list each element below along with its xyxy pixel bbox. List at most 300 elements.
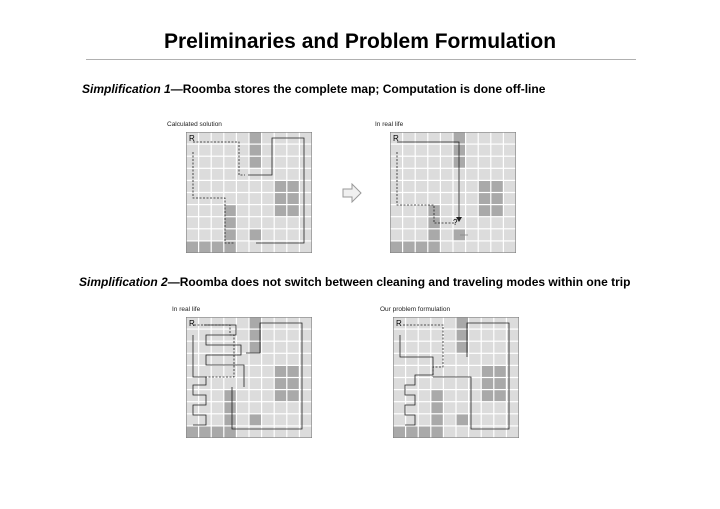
grid-cell (482, 414, 493, 425)
grid-cell (479, 157, 490, 168)
grid-cell (494, 402, 505, 413)
grid-cell (275, 402, 286, 413)
grid-cell (444, 330, 455, 341)
grid-cell (491, 157, 502, 168)
grid-cell (199, 402, 210, 413)
obstacle-cell (212, 427, 223, 438)
grid-cell (237, 390, 248, 401)
obstacle-cell (275, 390, 286, 401)
grid-cell (275, 145, 286, 156)
grid-cell (262, 414, 273, 425)
grid-cell (441, 157, 452, 168)
grid-cell (237, 181, 248, 192)
grid-cell (300, 169, 311, 180)
obstacle-cell (275, 193, 286, 204)
grid-cell (187, 193, 198, 204)
grid-cell (391, 145, 402, 156)
grid-cell (187, 169, 198, 180)
grid-cell (482, 354, 493, 365)
grid-cell (466, 193, 477, 204)
grid-cell (406, 318, 417, 329)
grid-cell (466, 205, 477, 216)
grid-cell (262, 427, 273, 438)
obstacle-cell (431, 414, 442, 425)
grid-cell (431, 330, 442, 341)
grid-cell (212, 342, 223, 353)
robot-marker: R (189, 134, 195, 143)
grid-cell (441, 181, 452, 192)
grid-cell (504, 157, 515, 168)
simplification-1-heading (82, 82, 545, 96)
grid-cell (300, 157, 311, 168)
grid-cell (406, 378, 417, 389)
obstacle-cell (494, 378, 505, 389)
obstacle-cell (224, 402, 235, 413)
grid-cell (419, 414, 430, 425)
grid-cell (187, 414, 198, 425)
grid-cell (237, 402, 248, 413)
obstacle-cell (199, 242, 210, 253)
grid-cell (250, 169, 261, 180)
grid-cell (237, 330, 248, 341)
obstacle-cell (275, 366, 286, 377)
simplification-2-label: Simplification 2 (79, 275, 168, 289)
grid-cell (419, 342, 430, 353)
grid-cell (406, 414, 417, 425)
obstacle-cell (250, 318, 261, 329)
grid-cell (457, 390, 468, 401)
grid-cell (431, 342, 442, 353)
grid-cell (237, 242, 248, 253)
robot-marker: R (393, 134, 399, 143)
grid-cell (275, 157, 286, 168)
grid-cell (441, 229, 452, 240)
grid-cell (479, 169, 490, 180)
slide-title: Preliminaries and Problem Formulation (163, 30, 557, 53)
grid-cell (441, 242, 452, 253)
grid-cell (287, 145, 298, 156)
grid-cell (187, 217, 198, 228)
grid-cell (482, 427, 493, 438)
grid-cell (406, 330, 417, 341)
grid-cell (199, 390, 210, 401)
obstacle-cell (250, 342, 261, 353)
grid-cell (262, 229, 273, 240)
grid-cell (394, 354, 405, 365)
obstacle-cell (187, 242, 198, 253)
grid-cell (391, 181, 402, 192)
grid-cell (199, 354, 210, 365)
grid-cell (428, 157, 439, 168)
grid-cell (504, 145, 515, 156)
grid-cell (491, 217, 502, 228)
grid-cell (287, 157, 298, 168)
grid-cell (187, 181, 198, 192)
grid-cell (237, 414, 248, 425)
grid-cell (491, 145, 502, 156)
obstacle-cell (250, 157, 261, 168)
grid-cell (262, 390, 273, 401)
grid-cell (419, 330, 430, 341)
grid-cell (250, 390, 261, 401)
obstacle-cell (403, 242, 414, 253)
grid-cell (482, 342, 493, 353)
grid-cell (187, 390, 198, 401)
grid-cell (416, 169, 427, 180)
grid-cell (466, 169, 477, 180)
grid-cell (212, 366, 223, 377)
grid-cell (457, 366, 468, 377)
grid-cell (504, 205, 515, 216)
grid-cell (237, 205, 248, 216)
grid-cell (275, 354, 286, 365)
grid-real-life-2 (186, 317, 312, 438)
grid-cell (224, 181, 235, 192)
grid-cell (403, 205, 414, 216)
grid-cell (406, 354, 417, 365)
grid-cell (275, 169, 286, 180)
grid-cell (224, 145, 235, 156)
obstacle-cell (275, 205, 286, 216)
grid-cell (394, 390, 405, 401)
obstacle-cell (431, 390, 442, 401)
grid-cell (457, 354, 468, 365)
grid-cell (454, 242, 465, 253)
grid-cell (250, 205, 261, 216)
grid-cell (199, 366, 210, 377)
grid-cell (444, 318, 455, 329)
grid-cell (287, 414, 298, 425)
obstacle-cell (416, 242, 427, 253)
grid-calculated-solution (186, 132, 312, 253)
grid-cell (300, 145, 311, 156)
grid-cell (287, 402, 298, 413)
obstacle-cell (199, 427, 210, 438)
grid-cell (287, 169, 298, 180)
grid-cell (494, 354, 505, 365)
grid-cell (199, 145, 210, 156)
grid-cell (491, 169, 502, 180)
obstacle-cell (224, 205, 235, 216)
grid-cell (187, 342, 198, 353)
grid-cell (275, 414, 286, 425)
grid-cell (504, 217, 515, 228)
grid-cell (466, 157, 477, 168)
grid-cell (212, 169, 223, 180)
obstacle-cell (394, 427, 405, 438)
grid-cell (441, 145, 452, 156)
obstacle-cell (275, 181, 286, 192)
grid-cell (482, 330, 493, 341)
grid-cell (403, 169, 414, 180)
grid-cell (403, 181, 414, 192)
grid-cell (187, 366, 198, 377)
grid-cell (419, 318, 430, 329)
grid-cell (224, 342, 235, 353)
grid-cell (300, 205, 311, 216)
grid-cell (287, 342, 298, 353)
grid-cell (262, 205, 273, 216)
obstacle-cell (391, 242, 402, 253)
grid-cell (275, 342, 286, 353)
grid-cell (391, 205, 402, 216)
obstacle-cell (287, 366, 298, 377)
grid-cell (469, 354, 480, 365)
obstacle-cell (457, 342, 468, 353)
grid-cell (479, 229, 490, 240)
obstacle-cell (287, 390, 298, 401)
grid-cell (275, 427, 286, 438)
problem-formulation-caption: Our problem formulation (380, 306, 451, 313)
grid-cell (403, 217, 414, 228)
grid-cell (212, 157, 223, 168)
grid-cell (237, 318, 248, 329)
grid-cell (491, 242, 502, 253)
obstacle-cell (287, 378, 298, 389)
grid-cell (444, 354, 455, 365)
obstacle-cell (491, 205, 502, 216)
obstacle-cell (479, 193, 490, 204)
obstacle-cell (224, 427, 235, 438)
grid-cell (300, 181, 311, 192)
grid-cell (394, 342, 405, 353)
obstacle-cell (457, 414, 468, 425)
grid-cell (237, 378, 248, 389)
grid-cell (187, 378, 198, 389)
grid-cell (224, 366, 235, 377)
grid-cell (212, 390, 223, 401)
grid-cell (504, 181, 515, 192)
grid-cell (187, 145, 198, 156)
obstacle-cell (287, 205, 298, 216)
right-arrow-icon (342, 183, 362, 208)
grid-cell (237, 217, 248, 228)
obstacle-cell (224, 390, 235, 401)
obstacle-cell (457, 330, 468, 341)
grid-cell (494, 342, 505, 353)
obstacle-cell (287, 193, 298, 204)
obstacle-cell (224, 217, 235, 228)
grid-cell (199, 193, 210, 204)
grid-cell (419, 354, 430, 365)
grid-cell (287, 354, 298, 365)
grid-cell (237, 366, 248, 377)
grid-cell (224, 193, 235, 204)
robot-marker: R (396, 319, 402, 328)
grid-cell (212, 145, 223, 156)
grid-cell (250, 427, 261, 438)
grid-cell (391, 157, 402, 168)
grid-cell (419, 402, 430, 413)
obstacle-cell (431, 402, 442, 413)
grid-cell (187, 157, 198, 168)
obstacle-cell (482, 390, 493, 401)
grid-cell (441, 193, 452, 204)
simplification-1-text: —Roomba stores the complete map; Computation is done off-line (170, 82, 546, 96)
grid-cell (250, 217, 261, 228)
grid-cell (457, 378, 468, 389)
grid-cell (237, 193, 248, 204)
grid-cell (416, 205, 427, 216)
grid-cell (466, 217, 477, 228)
obstacle-cell (491, 193, 502, 204)
grid-cell (250, 193, 261, 204)
grid-cell (494, 414, 505, 425)
grid-cell (300, 193, 311, 204)
grid-cell (416, 157, 427, 168)
grid-cell (199, 342, 210, 353)
grid-cell (466, 145, 477, 156)
grid-cell (187, 330, 198, 341)
grid-cell (224, 157, 235, 168)
grid-cell (494, 427, 505, 438)
grid-cell (416, 229, 427, 240)
grid-cell (403, 157, 414, 168)
real-life-caption-2: In real life (172, 306, 201, 313)
grid-cell (394, 330, 405, 341)
grid-cell (469, 366, 480, 377)
obstacle-cell (406, 427, 417, 438)
grid-cell (482, 402, 493, 413)
obstacle-cell (457, 318, 468, 329)
grid-cell (199, 378, 210, 389)
grid-cell (275, 330, 286, 341)
grid-cell (394, 402, 405, 413)
grid-cell (187, 205, 198, 216)
grid-cell (444, 378, 455, 389)
grid-cell (262, 342, 273, 353)
grid-cell (391, 217, 402, 228)
grid-cell (403, 145, 414, 156)
grid-cell (199, 205, 210, 216)
grid-cell (444, 366, 455, 377)
grid-cell (479, 242, 490, 253)
obstacle-cell (479, 181, 490, 192)
grid-cell (394, 414, 405, 425)
calculated-solution-caption: Calculated solution (167, 121, 222, 128)
grid-cell (212, 318, 223, 329)
grid-cell (428, 193, 439, 204)
grid-cell (250, 366, 261, 377)
grid-cell (187, 354, 198, 365)
obstacle-cell (287, 181, 298, 192)
grid-cell (504, 133, 515, 144)
grid-cell (212, 205, 223, 216)
grid-cell (441, 205, 452, 216)
grid-cell (428, 145, 439, 156)
grid-cell (504, 229, 515, 240)
grid-cell (444, 402, 455, 413)
grid-cell (504, 242, 515, 253)
grid-cell (237, 354, 248, 365)
grid-cell (394, 366, 405, 377)
obstacle-cell (479, 205, 490, 216)
grid-cell (491, 229, 502, 240)
obstacle-cell (250, 414, 261, 425)
grid-cell (262, 330, 273, 341)
grid-cell (444, 414, 455, 425)
grid-cell (457, 402, 468, 413)
grid-cell (300, 217, 311, 228)
grid-cell (479, 133, 490, 144)
grid-cell (431, 318, 442, 329)
grid-cell (494, 330, 505, 341)
grid-cell (431, 378, 442, 389)
obstacle-cell (428, 229, 439, 240)
obstacle-cell (494, 366, 505, 377)
grid-cell (199, 169, 210, 180)
grid-cell (416, 145, 427, 156)
obstacle-cell (224, 229, 235, 240)
obstacle-cell (482, 378, 493, 389)
grid-cell (469, 330, 480, 341)
grid-cell (416, 181, 427, 192)
obstacle-cell (431, 427, 442, 438)
grid-cell (187, 229, 198, 240)
grid-cell (504, 169, 515, 180)
grid-cell (287, 229, 298, 240)
obstacle-cell (212, 242, 223, 253)
grid-cell (275, 229, 286, 240)
title-divider (86, 59, 636, 60)
grid-problem-formulation (393, 317, 519, 438)
grid-cell (441, 169, 452, 180)
grid-cell (212, 229, 223, 240)
grid-cell (406, 390, 417, 401)
grid-cell (444, 342, 455, 353)
obstacle-cell (250, 229, 261, 240)
grid-cell (403, 193, 414, 204)
grid-cell (428, 169, 439, 180)
grid-cell (444, 390, 455, 401)
grid-cell (504, 193, 515, 204)
grid-cell (237, 229, 248, 240)
grid-cell (419, 378, 430, 389)
grid-cell (212, 193, 223, 204)
grid-cell (250, 354, 261, 365)
grid-cell (262, 193, 273, 204)
obstacle-cell (250, 145, 261, 156)
grid-cell (287, 330, 298, 341)
grid-cell (212, 414, 223, 425)
grid-cell (237, 342, 248, 353)
grid-cell (416, 217, 427, 228)
grid-cell (428, 181, 439, 192)
obstacle-cell (250, 330, 261, 341)
grid-cell (199, 157, 210, 168)
grid-cell (419, 390, 430, 401)
simplification-1-label: Simplification 1 (82, 82, 171, 96)
grid-cell (287, 427, 298, 438)
grid-cell (391, 229, 402, 240)
obstacle-cell (491, 181, 502, 192)
grid-cell (479, 217, 490, 228)
obstacle-cell (419, 427, 430, 438)
grid-cell (224, 169, 235, 180)
obstacle-cell (428, 242, 439, 253)
simplification-2-heading (79, 275, 630, 289)
grid-cell (406, 402, 417, 413)
grid-cell (287, 217, 298, 228)
grid-cell (466, 181, 477, 192)
grid-cell (394, 378, 405, 389)
obstacle-cell (482, 366, 493, 377)
grid-cell (212, 217, 223, 228)
grid-cell (262, 354, 273, 365)
obstacle-cell (224, 414, 235, 425)
grid-cell (262, 366, 273, 377)
grid-cell (416, 193, 427, 204)
